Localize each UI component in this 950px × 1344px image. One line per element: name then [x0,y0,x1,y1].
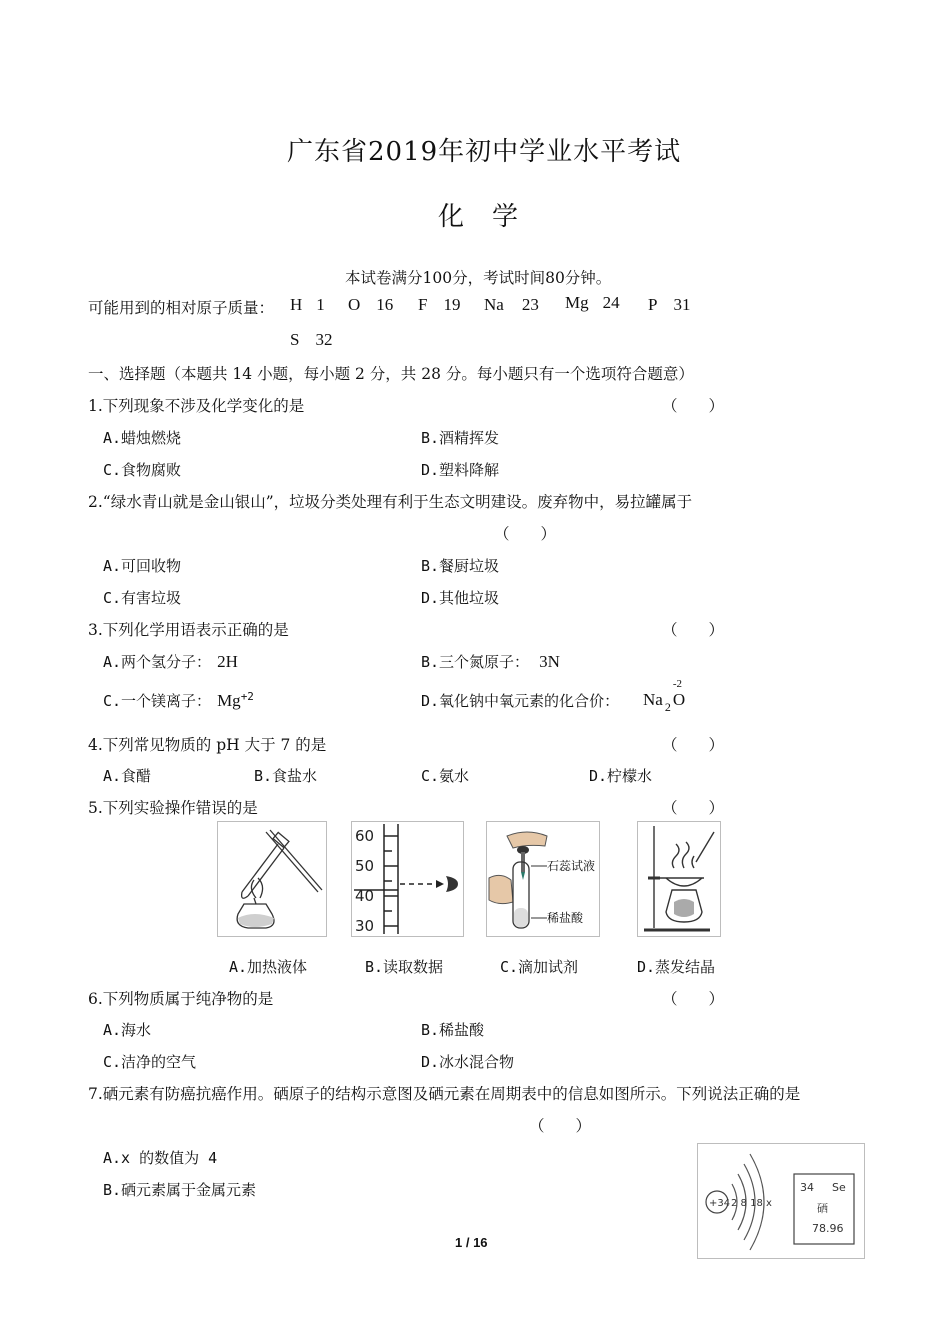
tick-60: 60 [355,827,375,845]
q6-option-c: C.洁净的空气 [103,1053,197,1071]
q5-stem: 5.下列实验操作错误的是 [88,799,258,817]
atomic-mass: 78.96 [812,1222,844,1235]
q6-answer-blank: （ ） [662,990,725,1008]
q5-figure-evaporation [637,821,721,937]
q4-option-b: B.食盐水 [254,767,318,785]
q4-option-c: C.氨水 [421,767,470,785]
q1-answer-blank: （ ） [662,397,725,415]
q5-option-b: B.读取数据 [365,958,444,976]
nucleus-charge: +34 [709,1198,731,1209]
electron-shells: 2 8 18 x [731,1198,772,1209]
q2-option-d: D.其他垃圾 [421,589,500,607]
q6-option-b: B.稀盐酸 [421,1021,485,1039]
q7-answer-blank: （ ） [529,1117,592,1135]
q4-option-d: D.柠檬水 [589,767,653,785]
q5-answer-blank: （ ） [662,799,725,817]
q1-option-c: C.食物腐败 [103,461,182,479]
q4-answer-blank: （ ） [662,736,725,754]
atomic-mass-mg: Mg 24 [565,293,620,312]
q7-option-b: B.硒元素属于金属元素 [103,1181,257,1199]
heating-liquid-illustration [218,822,326,936]
atomic-mass-p: P 31 [648,295,691,314]
tick-50: 50 [355,857,375,875]
q7-stem: 7.硒元素有防癌抗癌作用。硒原子的结构示意图及硒元素在周期表中的信息如图所示。下列说法正确的是 [88,1085,801,1103]
page-number: 1 / 16 [455,1235,488,1250]
atomic-mass-h: H 1 [290,295,325,314]
q5-option-c: C.滴加试剂 [500,958,579,976]
selenium-atom-diagram [698,1144,864,1258]
atomic-mass-o: O 16 [348,295,394,314]
q5-option-d: D.蒸发结晶 [637,958,716,976]
measuring-cylinder-illustration [352,822,463,936]
q1-option-d: D.塑料降解 [421,461,500,479]
element-symbol: Se [832,1181,846,1194]
atomic-mass-f: F 19 [418,295,461,314]
atomic-mass-label: 可能用到的相对原子质量： [88,299,275,317]
q4-stem: 4.下列常见物质的 pH 大于 7 的是 [88,736,327,754]
q5-option-a: A.加热液体 [229,958,308,976]
q5-figure-reading-cylinder [351,821,464,937]
q3-option-d: D.氧化钠中氧元素的化合价： [421,692,620,710]
label-dilute-hcl: 稀盐酸 [547,911,584,925]
q1-stem: 1.下列现象不涉及化学变化的是 [88,397,305,415]
q3-answer-blank: （ ） [662,621,725,639]
q6-option-a: A.海水 [103,1021,152,1039]
q5-figure-dropping-reagent [486,821,600,937]
label-litmus: 石蕊试液 [547,859,596,873]
tick-30: 30 [355,917,375,935]
q3-option-a: A.两个氢分子： 2H [103,652,238,671]
page-title: 广东省2019年初中学业水平考试 [287,137,682,167]
dropper-illustration [487,822,599,936]
q6-stem: 6.下列物质属于纯净物的是 [88,990,274,1008]
evaporation-illustration [638,822,720,936]
q2-stem: 2.“绿水青山就是金山银山”，垃圾分类处理有利于生态文明建设。废弃物中，易拉罐属于 [88,493,693,511]
q7-figure-selenium [697,1143,865,1259]
q3-option-c: C.一个镁离子： $Mg^{+2}$ [103,690,254,710]
q2-option-b: B.餐厨垃圾 [421,557,500,575]
q3-option-b: B.三个氮原子： 3N [421,652,560,671]
exam-info: 本试卷满分100分，考试时间80分钟。 [345,269,612,287]
subject-title: 化学 [438,202,547,232]
atomic-mass-na: Na 23 [484,295,539,314]
q5-figure-heating-liquid [217,821,327,937]
q6-option-d: D.冰水混合物 [421,1053,515,1071]
q2-option-a: A.可回收物 [103,557,182,575]
q1-option-a: A.蜡烛燃烧 [103,429,182,447]
q1-option-b: B.酒精挥发 [421,429,500,447]
atomic-mass-s: S 32 [290,330,333,349]
section-heading: 一、选择题（本题共 14 小题，每小题 2 分，共 28 分。每小题只有一个选项符合题意） [88,365,694,383]
q7-option-a: A.x 的数值为 4 [103,1149,218,1167]
q3-option-d-formula: Na $_2$ O -2 [643,678,686,714]
q4-option-a: A.食醋 [103,767,152,785]
q3-stem: 3.下列化学用语表示正确的是 [88,621,289,639]
atomic-number: 34 [800,1181,814,1194]
tick-40: 40 [355,887,375,905]
element-name: 硒 [817,1202,828,1215]
q2-option-c: C.有害垃圾 [103,589,182,607]
q2-answer-blank: （ ） [494,525,557,543]
